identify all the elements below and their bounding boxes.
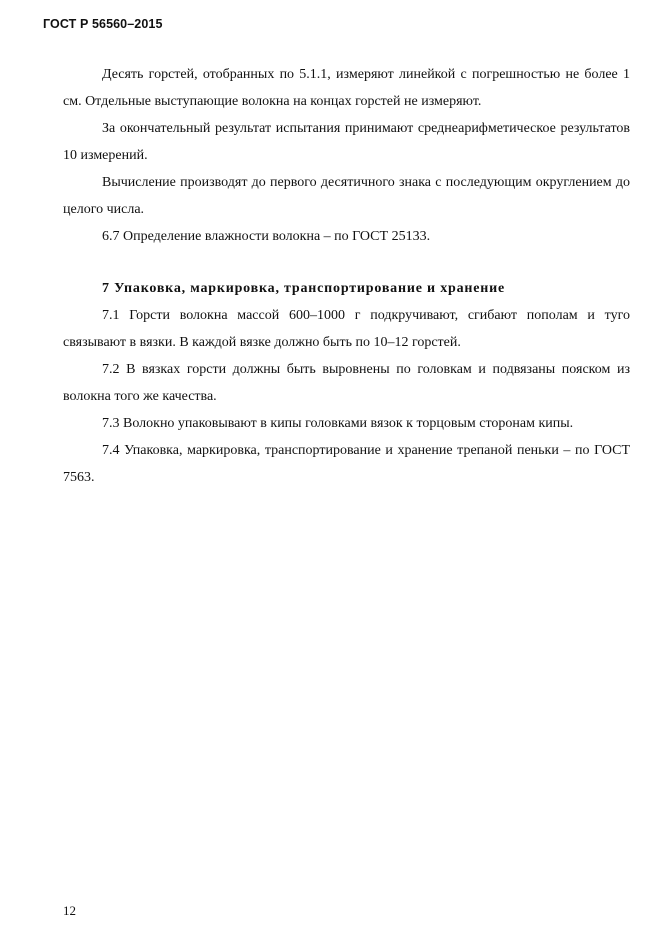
paragraph-7-1: 7.1 Горсти волокна массой 600–1000 г подкручивают, сгибают пополам и туго связывают в вязки. В каждой вязке должно быть по 10–12 горстей. <box>63 308 630 350</box>
paragraph-7-2: 7.2 В вязках горсти должны быть выровнены по головкам и подвязаны пояском из волокна того же качества. <box>63 362 630 404</box>
paragraph-7-4: 7.4 Упаковка, маркировка, транспортирование и хранение трепаной пеньки – по ГОСТ 7563. <box>63 443 630 485</box>
paragraph-calculation-rounding: Вычисление производят до первого десятичного знака с последующим округлением до целого числа. <box>63 175 630 217</box>
page-number: 12 <box>63 903 76 918</box>
paragraph-final-result: За окончательный результат испытания принимают среднеарифметическое результатов 10 измерений. <box>63 121 630 163</box>
paragraph-6-7-moisture: 6.7 Определение влажности волокна – по ГОСТ 25133. <box>102 229 431 244</box>
paragraph-fiber-length-measurement: Десять горстей, отобранных по 5.1.1, измеряют линейкой с погрешностью не более 1 см. Отдельные выступающие волокна на концах горстей не измеряют. <box>63 67 630 109</box>
document-body <box>63 61 630 491</box>
document-header: ГОСТ Р 56560–2015 <box>43 17 163 31</box>
paragraph-7-3: 7.3 Волокно упаковывают в кипы головками вязок к торцовым сторонам кипы. <box>102 416 574 431</box>
section-7-heading: 7 Упаковка, маркировка, транспортирование и хранение <box>102 281 506 296</box>
section-spacer <box>63 250 630 275</box>
